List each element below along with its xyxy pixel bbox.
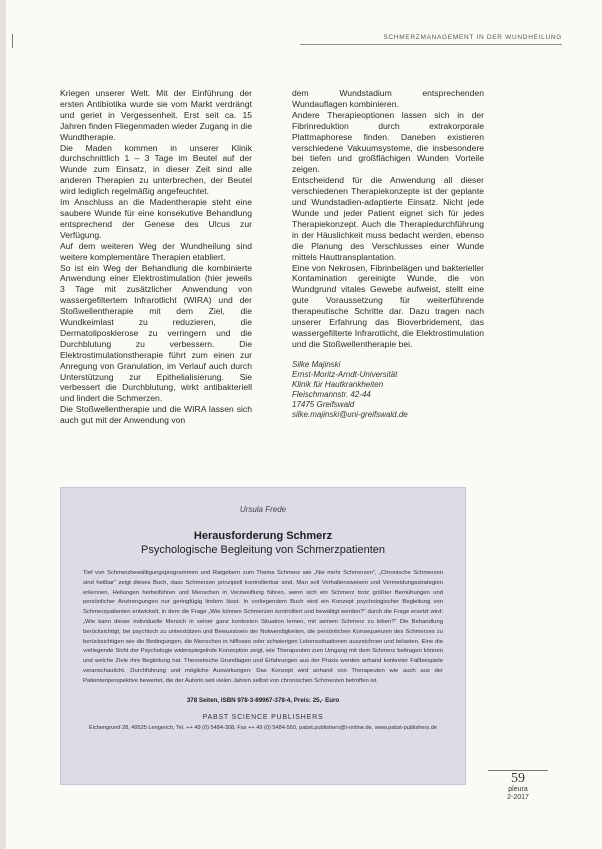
book-author: Ursula Frede (239, 505, 287, 514)
article-column-left (60, 88, 252, 426)
paragraph: Die Stoßwellentherapie und die WIRA lassen sich auch gut mit der Anwendung von (60, 404, 252, 426)
book-info: 378 Seiten, ISBN 978-3-89967-378-4, Preis: 25,- Euro (186, 696, 340, 704)
paragraph: So ist ein Weg der Behandlung die kombinierte Anwendung einer Elektrostimulation (hier jeweils 3 Tage mit zusätzlicher Anwendung von wassergefiltertem Infrarotlicht (WIRA) und der Stoßwellentherapie mit dem Ziel, die Wundkeimlast zu reduzieren, die Dermatoliposklerose zu verringern und die Durchblutung zu verbessern. Die Elektrostimulationstherapie führt zum einen zur Anregung von Granulation, im Verlauf auch durch Unterstützung zur Epithelialisierung. Sie verbessert die Durchblutung, wirkt antibakteriell und lindert die Schmerzen. (60, 262, 252, 404)
author-street: Fleischmannstr. 42-44 (292, 389, 371, 399)
paragraph: Entscheidend für die Anwendung all dieser verschiedenen Therapiekonzepte ist der geplante und Wundstadien-adaptierte Einsatz. Nicht jede Wunde und jeder Patient eignet sich für jedes Therapiekonzept. Auch die Therapiedurchführung in der Häuslichkeit muss bedacht werden, ebenso die Planung des Verschlusses einer Wunde mittels Hauttransplantation. (292, 175, 484, 262)
page-binding-edge (0, 0, 6, 849)
paragraph: Kriegen unserer Welt. Mit der Einführung der ersten Antibiotika wurde sie vom Markt verdrängt und geriet in Vergessenheit. Erst seit ca. 15 Jahren finden Fliegenmaden wieder Zugang in die Wundtherapie. (60, 88, 252, 142)
author-signature (292, 360, 484, 420)
paragraph: Andere Therapieoptionen lassen sich in der Fibrinreduktion durch extrakorporale Plattmaphorese finden. Daneben existieren verschiedene Vakuumsysteme, die insbesondere bei tiefen und großflächigen Wunden Vorteile zeigen. (292, 109, 484, 175)
paragraph: Im Anschluss an die Madentherapie steht eine saubere Wunde für eine konsekutive Behandlung entsprechend der Genese des Ulcus zur Verfügung. (60, 197, 252, 240)
crop-mark (12, 34, 13, 48)
author-email: silke.majinski@uni-greifswald.de (292, 409, 408, 419)
paragraph: Auf dem weiteren Weg der Wundheilung sind weitere komplementäre Therapien etabliert. (60, 240, 252, 262)
magazine-name: pleura (508, 786, 528, 793)
paragraph: Eine von Nekrosen, Fibrinbelägen und bakterieller Kontamination gereinigte Wunde, die von Wundgrund vitales Gewebe aufweist, stellt eine gute Voraussetzung für weiterführende therapeutische Schritte dar. Dazu tragen nach unserer Erfahrung das Bioverbridement, das wassergefilterte Infrarotlicht, die Elektrostimulation und die Stoßwellentherapie bei. (292, 262, 484, 349)
book-subtitle: Psychologische Begleitung von Schmerzpatienten (141, 544, 385, 556)
section-header: SCHMERZMANAGEMENT IN DER WUNDHEILUNG (383, 34, 562, 41)
author-name: Silke Majinski (292, 359, 341, 369)
issue-number: 2-2017 (507, 794, 529, 801)
page-footer (474, 770, 562, 802)
paragraph: dem Wundstadium entsprechenden Wundauflagen kombinieren. (292, 88, 484, 109)
article-column-right (292, 88, 484, 420)
author-city: 17475 Greifswald (292, 399, 355, 409)
book-description: Tief von Schmerzbewältigungsprogrammen und Ratgebern zum Thema Schmerz wie „Nie mehr Schmerzen“, „Chronische Schmerzen sind heilbar“ zeigt dieses Buch, dass Schmerzen prinzipiell kontrollierbar sind. Man soll Verhaltensweisen und Vermeidungsstrategien erkennen, Heilungen herbeiführen und Menschen in Verzweiflung führen, wenn sich ein Schmerz trotz größter Bemühungen und persönlicher Anstrengungen nur geringfügig lindern lässt. In vorliegendem Buch wird ein Konzept psychologischer Begleitung von Schmerzpatienten entwickelt, in dem die Frage „Wie können Schmerzen kontrolliert und bewältigt werden?“ durch die Frage ersetzt wird: „Wie kann dieser individuelle Mensch in seiner ganz konkreten Situation lernen, mit seinem Schmerz zu leben?“ Die Behandlung berücksichtigt, bei psychisch zu unterstützen und Bewusstsein der Notwendigkeiten, die persönlichen Konsequenzen des Schmerzes zu berücksichtigen wie die Bedingungen, die Menschen in hilflosen oder schwierigen Lebenssituationen auszeichnen und belasten. Eine die vorliegende Sicht der Psychologie widerspiegelnde Konzeption zeigt, wie Therapeuten zum Umgang mit dem Schmerz beitragen können und welche Ziele ihre Begleitung hat. Theoretische Grundlagen und Erfahrungen aus der Praxis werden anhand konkreter Fallbeispiele veranschaulicht. Durchführung und mögliche Auswirkungen: Das Konzept wird anhand von Therapeuten wie auch aus der Patientenperspektive bewertet, die der Autorin seit vielen Jahren selbst von chronischen Schmerzen betroffen ist. (83, 570, 443, 684)
author-institution: Ernst-Moritz-Arndt-Universität (292, 369, 398, 379)
book-advertisement (60, 487, 466, 785)
publisher-address: Eichengrund 28, 49525 Lengerich, Tel. ++ 49 (0) 5484-308, Fax ++ 49 (0) 5484-550, pabst.publishers@t-online.de, www.pabst-publishers.de (89, 724, 437, 731)
publisher-name: PABST SCIENCE PUBLISHERS (202, 713, 324, 721)
header-rule (300, 44, 562, 45)
page-number: 59 (511, 771, 525, 786)
author-department: Klinik für Hautkrankheiten (292, 379, 384, 389)
book-title: Herausforderung Schmerz (193, 530, 333, 542)
paragraph: Die Maden kommen in unserer Klinik durchschnittlich 1 – 3 Tage im Beutel auf der Wunde zum Einsatz, in dieser Zeit sind alle anderen Therapien zu unterbrechen, der Beutel wird lediglich regelmäßig angefeuchtet. (60, 142, 252, 197)
